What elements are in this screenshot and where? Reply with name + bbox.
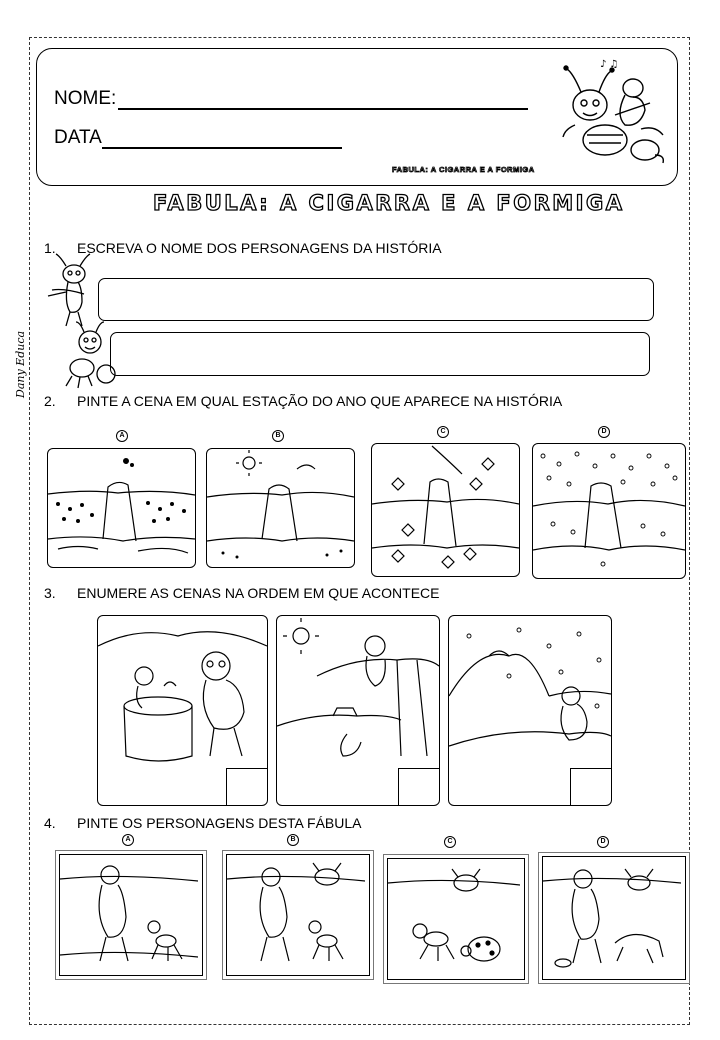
season-scene-b[interactable] [206,448,355,568]
character-picture-b[interactable] [222,850,374,980]
answer-box-1[interactable] [98,278,654,321]
character-option-label-d: D [597,836,609,848]
order-number-box-2[interactable] [398,768,439,805]
svg-text:♪ ♫: ♪ ♫ [600,59,619,70]
name-field[interactable] [118,108,528,110]
cicada-violin-illustration [545,55,670,170]
order-scene-3[interactable] [448,615,612,806]
season-scene-d[interactable] [532,443,686,579]
page-title: FABULA: A CIGARRA E A FORMIGA [153,191,625,215]
order-number-box-3[interactable] [570,768,611,805]
question-2: 2. PINTE A CENA EM QUAL ESTAÇÃO DO ANO QUE APARECE NA HISTÓRIA [44,393,563,409]
question-1: 1. ESCREVA O NOME DOS PERSONAGENS DA HISTÓRIA [44,240,442,256]
option-label-c: C [437,426,449,438]
date-label: DATA [54,127,102,148]
option-label-d: D [598,426,610,438]
character-picture-a[interactable] [55,850,207,980]
season-scene-c[interactable] [371,443,520,577]
character-picture-d[interactable] [538,852,690,984]
question-4: 4. PINTE OS PERSONAGENS DESTA FÁBULA [44,815,362,831]
option-label-a: A [116,430,128,442]
character-picture-c[interactable] [383,854,529,984]
header-small-title: FABULA: A CIGARRA E A FORMIGA [392,165,535,174]
date-field[interactable] [102,147,342,149]
name-label: NOME: [54,88,117,109]
order-scene-2[interactable] [276,615,440,806]
season-scene-a[interactable] [47,448,196,568]
order-number-box-1[interactable] [226,768,267,805]
author-signature: Dany Educa [14,330,27,398]
character-option-label-c: C [444,836,456,848]
order-scene-1[interactable] [97,615,268,806]
character-option-label-b: B [287,834,299,846]
character-option-label-a: A [122,834,134,846]
answer-box-2[interactable] [110,332,650,376]
question-3: 3. ENUMERE AS CENAS NA ORDEM EM QUE ACONTECE [44,585,440,601]
option-label-b: B [272,430,284,442]
